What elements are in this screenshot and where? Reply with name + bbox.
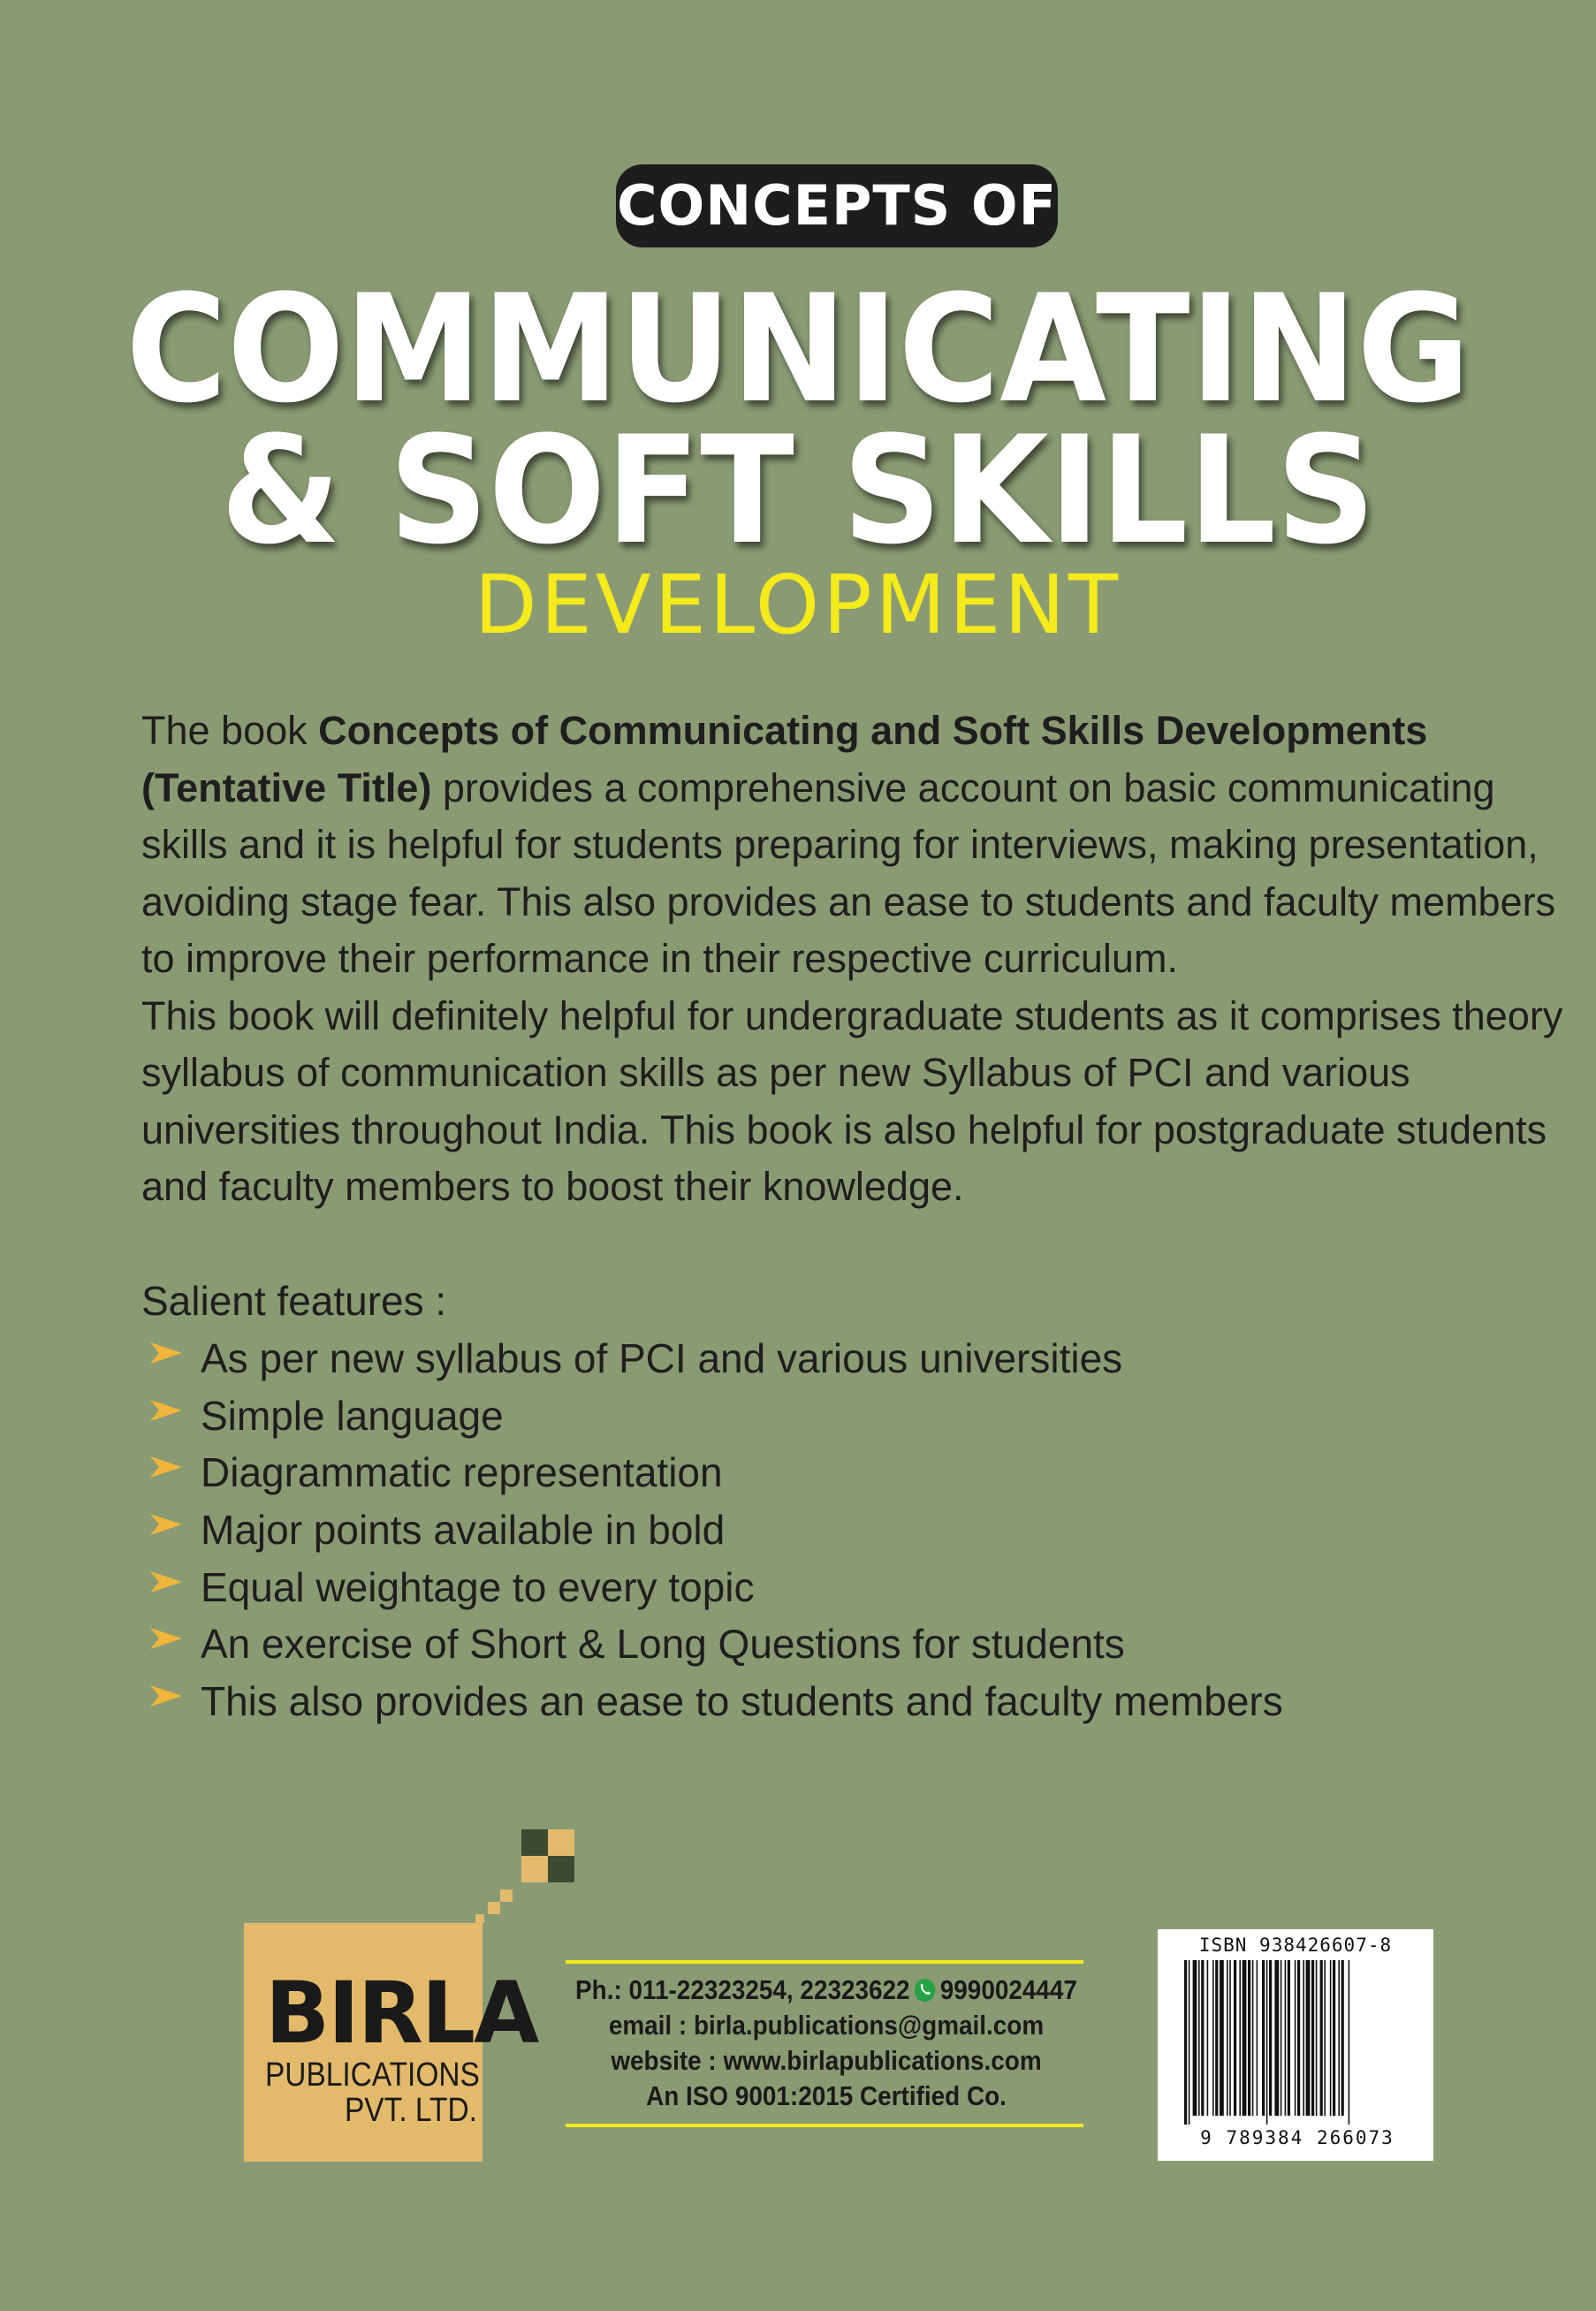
description-paragraph-1: [141, 703, 1591, 988]
contact-website: website : www.birlapublications.com: [611, 2045, 1042, 2076]
isbn-text: ISBN 938426607-8: [1198, 1935, 1393, 1956]
arrow-bullet-icon: [150, 1571, 182, 1593]
feature-text: This also provides an ease to students and faculty members: [201, 1678, 1283, 1725]
arrow-bullet-icon: [150, 1628, 182, 1649]
barcode-icon: [1184, 1960, 1410, 2125]
contact-phone: Ph.: 011-22323254, 22323622: [575, 1974, 910, 2005]
list-item: [150, 1501, 1283, 1559]
book-description: [141, 703, 1591, 1216]
arrow-bullet-icon: [150, 1685, 182, 1707]
logo-line-publications: PUBLICATIONS: [265, 2056, 480, 2094]
feature-text: Diagrammatic representation: [201, 1449, 723, 1496]
feature-text: An exercise of Short & Long Questions for students: [201, 1621, 1125, 1668]
title-line-1: COMMUNICATING: [125, 262, 1471, 436]
description-paragraph-2: This book will definitely helpful for undergraduate students as it comprises theory syllabus of communication skills as per new Syllabus of PCI and various universities throughout India. This book is also helpful for postgraduate students and faculty members to boost their knowledge.: [141, 992, 1563, 1209]
contact-block: [530, 1973, 1122, 2114]
title-line-2: & SOFT SKILLS: [220, 404, 1376, 577]
subtitle: DEVELOPMENT: [474, 558, 1122, 652]
description-intro: The book: [141, 708, 319, 753]
arrow-bullet-icon: [150, 1514, 182, 1535]
contact-certification: An ISO 9001:2015 Certified Co.: [646, 2080, 1007, 2111]
list-item: [150, 1387, 1283, 1445]
list-item: [150, 1615, 1283, 1673]
features-heading: Salient features :: [141, 1278, 447, 1324]
contact-phone-row: [560, 1973, 1093, 2008]
feature-text: Simple language: [201, 1392, 504, 1439]
feature-text: Equal weightage to every topic: [201, 1563, 755, 1610]
list-item: [150, 1673, 1283, 1730]
barcode-digits: 9 789384 266073: [1200, 2127, 1395, 2148]
features-list: [150, 1330, 1283, 1730]
description-rest: provides a comprehensive account on basic communicating skills and it is helpful for students preparing for interviews, making presentation, avoiding stage fear. This also provides an ease to students and faculty members to improve their performance in their respective curriculum.: [141, 764, 1556, 981]
contact-top-rule: [566, 1960, 1083, 1964]
arrow-bullet-icon: [150, 1456, 182, 1478]
contact-email: email : birla.publications@gmail.com: [608, 2010, 1045, 2041]
feature-text: Major points available in bold: [201, 1507, 726, 1554]
logo-line-pvt-ltd: PVT. LTD.: [345, 2092, 477, 2129]
contact-bottom-rule: [566, 2124, 1083, 2127]
whatsapp-icon: [913, 1977, 937, 2003]
logo-name: BIRLA: [265, 1964, 538, 2063]
contact-whatsapp: 9990024447: [939, 1974, 1077, 2005]
feature-text: As per new syllabus of PCI and various universities: [201, 1335, 1123, 1381]
list-item: [150, 1444, 1283, 1501]
description-bold-title: Concepts of Communicating and Soft Skills Developments (Tentative Title): [141, 708, 1428, 810]
arrow-bullet-icon: [150, 1400, 182, 1421]
arrow-bullet-icon: [150, 1342, 182, 1364]
list-item: [150, 1559, 1283, 1616]
series-label: CONCEPTS OF: [616, 164, 1058, 247]
list-item: [150, 1330, 1283, 1387]
